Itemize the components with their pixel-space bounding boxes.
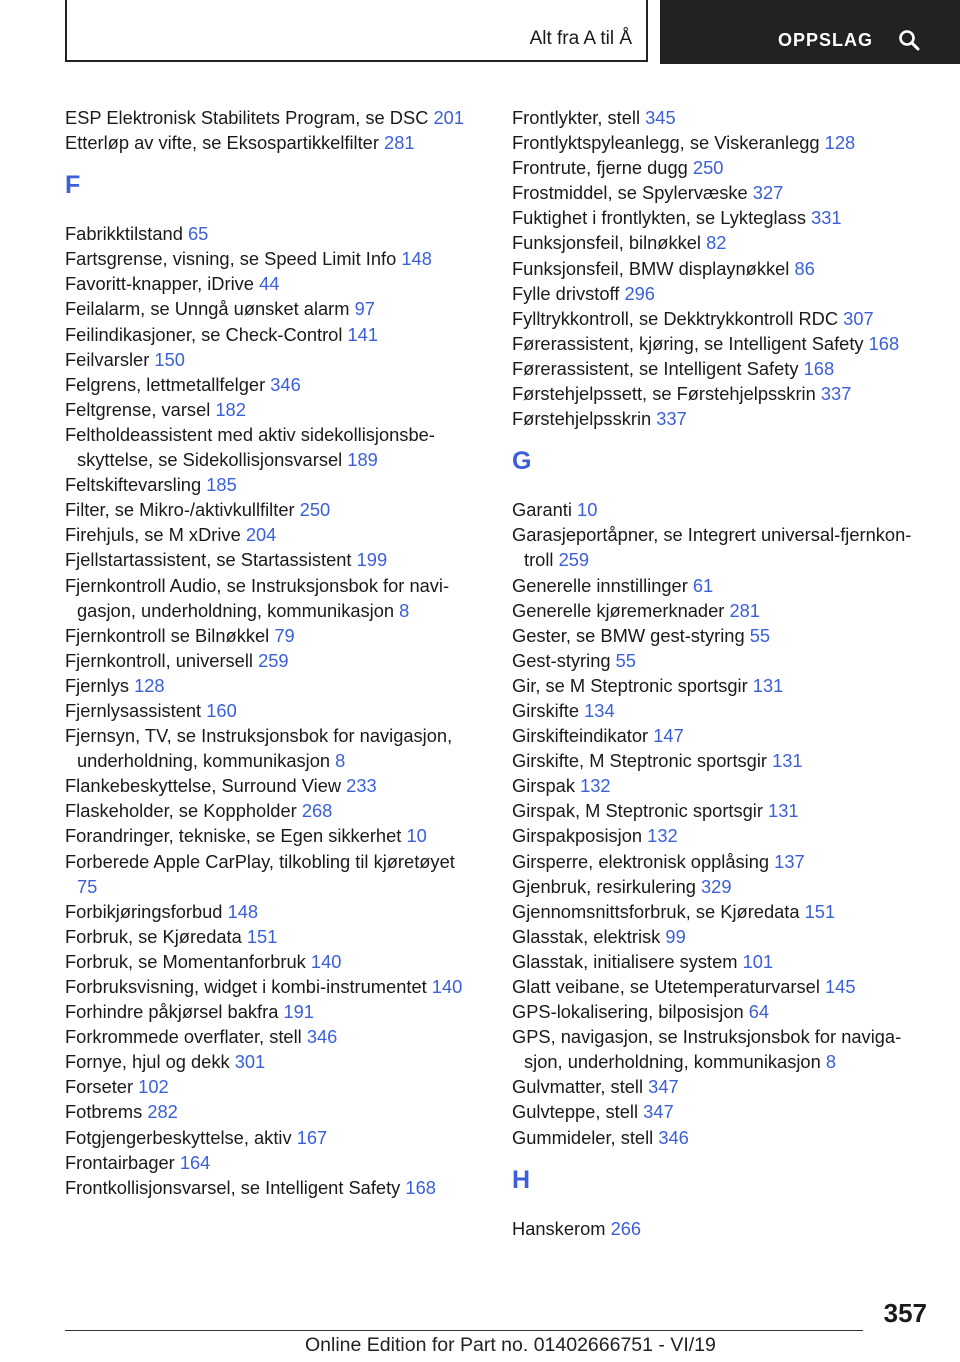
page-reference-link[interactable]: 61 xyxy=(692,574,714,596)
page-reference-link[interactable]: 55 xyxy=(615,649,636,671)
page-reference-link[interactable]: 8 xyxy=(335,750,346,772)
index-entry xyxy=(65,221,470,246)
index-entry-text: ESP Elektronisk Stabilitets Program, se DSC xyxy=(65,107,429,128)
index-entry-text: Feilalarm, se Unngå uønsket alarm xyxy=(65,298,350,320)
index-entry-text: Fuktighet i frontlykten, se Lykteglass xyxy=(512,207,806,229)
index-entry xyxy=(512,773,932,798)
index-entry xyxy=(65,1024,470,1049)
index-entry xyxy=(512,406,932,431)
index-entry xyxy=(512,230,932,255)
index-entry-text: Feltgrense, varsel xyxy=(65,398,211,420)
index-entry xyxy=(512,1125,932,1150)
index-entry xyxy=(65,849,470,899)
header-section-box xyxy=(65,0,648,62)
index-entry-text: Girskifte xyxy=(512,699,580,721)
index-entry xyxy=(65,422,470,472)
page-reference-link[interactable]: 331 xyxy=(811,207,842,229)
page-reference-link[interactable]: 10 xyxy=(577,499,598,521)
index-entry xyxy=(65,1125,470,1150)
index-entry xyxy=(512,648,932,673)
page-reference-link[interactable]: 132 xyxy=(647,825,678,847)
index-entry xyxy=(65,397,470,422)
page-reference-link[interactable]: 281 xyxy=(384,132,415,154)
index-entry xyxy=(512,849,932,874)
page-reference-link[interactable]: 131 xyxy=(772,750,803,772)
page-reference-link[interactable]: 151 xyxy=(804,900,836,922)
index-entry-text: Frontrute, fjerne dugg xyxy=(512,157,688,179)
index-entry-text: Frontlyktspyleanlegg, se Viskeranlegg xyxy=(512,132,820,154)
page-reference-link[interactable]: 281 xyxy=(729,599,760,621)
index-entry-text: Fjellstartassistent, se Startassistent xyxy=(65,549,352,571)
index-entry-text: Fjernkontroll, universell xyxy=(65,649,253,671)
index-entry-text: Felgrens, lettmetallfelger xyxy=(65,373,266,395)
page-reference-link[interactable]: 99 xyxy=(665,925,686,947)
index-entry-text: Frostmiddel, se Spylervæske xyxy=(512,182,748,204)
index-entry-text: Hanskerom xyxy=(512,1217,606,1239)
page-reference-link[interactable]: 307 xyxy=(843,307,874,329)
index-entry-text: Girspakposisjon xyxy=(512,825,643,847)
index-entry-text: Feilvarsler xyxy=(65,348,150,370)
index-entry xyxy=(512,748,932,773)
index-entry xyxy=(512,573,932,598)
index-entry xyxy=(65,999,470,1024)
page-reference-link[interactable]: 140 xyxy=(310,950,342,972)
index-entry xyxy=(65,246,470,271)
index-entry-text: Frontkollisjonsvarsel, se Intelligent Safety xyxy=(65,1176,401,1198)
index-entry xyxy=(65,472,470,497)
page-reference-link[interactable]: 268 xyxy=(301,800,333,822)
index-entry-text: Flankebeskyttelse, Surround View xyxy=(65,775,342,797)
index-entry-text: GPS, navigasjon, se Instruksjonsbok for navigasjon, underholdning, kommunikasjon xyxy=(512,1026,902,1073)
index-entry-text: Generelle kjøremerknader xyxy=(512,599,725,621)
index-entry-text: Frontlykter, stell xyxy=(512,107,641,128)
page-reference-link[interactable]: 151 xyxy=(246,925,278,947)
index-entry-text: Feilindikasjoner, se Check-Control xyxy=(65,323,343,345)
index-entry-text: Forbikjøringsforbud xyxy=(65,900,223,922)
index-column-left xyxy=(65,105,470,1200)
index-entry xyxy=(65,773,470,798)
page-reference-link[interactable]: 148 xyxy=(401,248,432,270)
index-entry xyxy=(65,698,470,723)
index-entry-text: Glatt veibane, se Utetemperaturvarsel xyxy=(512,976,820,997)
index-entry-text: Forberede Apple CarPlay, tilkobling til kjøretøyet xyxy=(65,850,455,872)
index-entry-text: Funksjonsfeil, bilnøkkel xyxy=(512,232,701,254)
section-title: Alt fra A til Å xyxy=(529,28,632,49)
index-entry-text: Gester, se BMW gest-styring xyxy=(512,624,745,646)
index-entry xyxy=(512,522,932,572)
index-column-right xyxy=(512,105,932,1241)
index-letter-heading: H xyxy=(512,1165,531,1194)
index-entry xyxy=(65,1150,470,1175)
page-reference-link[interactable]: 8 xyxy=(825,1051,837,1073)
index-entry-text: Førstehjelpssett, se Førstehjelpsskrin xyxy=(512,383,816,405)
index-entry xyxy=(512,723,932,748)
page-reference-link[interactable]: 75 xyxy=(77,875,98,897)
index-entry-text: Frontairbager xyxy=(65,1151,175,1173)
index-entry xyxy=(512,698,932,723)
page-reference-link[interactable]: 347 xyxy=(648,1076,679,1098)
page-reference-link[interactable]: 337 xyxy=(656,408,687,430)
page-reference-link[interactable]: 86 xyxy=(794,257,815,279)
index-entry-text: Fylltrykkontroll, se Dekktrykkontroll RDC xyxy=(512,307,839,329)
index-entry xyxy=(512,105,932,130)
page-reference-link[interactable]: 250 xyxy=(692,157,724,179)
index-entry-text: Forbruk, se Momentanforbruk xyxy=(65,950,306,972)
index-entry xyxy=(512,356,932,381)
index-entry-text: Garasjeportåpner, se Integrert universal-fjernkontroll xyxy=(512,524,912,571)
index-entry xyxy=(65,522,470,547)
index-entry xyxy=(512,256,932,281)
index-entry-text: Førerassistent, se Intelligent Safety xyxy=(512,357,799,379)
index-entry xyxy=(512,823,932,848)
index-entry xyxy=(65,296,470,321)
index-entry xyxy=(512,1216,932,1241)
page-reference-link[interactable]: 182 xyxy=(215,398,246,420)
page-reference-link[interactable]: 168 xyxy=(803,357,835,379)
page-number: 357 xyxy=(883,1298,927,1328)
index-entry xyxy=(65,547,470,572)
index-entry xyxy=(65,648,470,673)
index-entry xyxy=(65,1099,470,1124)
page-reference-link[interactable]: 204 xyxy=(245,524,277,546)
page-reference-link[interactable]: 147 xyxy=(653,725,684,747)
page-reference-link[interactable]: 97 xyxy=(354,298,375,320)
index-entry-text: Fabrikktilstand xyxy=(65,223,183,245)
page-reference-link[interactable]: 10 xyxy=(406,825,427,847)
index-entry-text: Førstehjelpsskrin xyxy=(512,408,652,430)
index-entry xyxy=(512,497,932,522)
page-reference-link[interactable]: 347 xyxy=(643,1101,674,1123)
page-reference-link[interactable]: 65 xyxy=(187,223,209,245)
page-reference-link[interactable]: 64 xyxy=(748,1001,770,1023)
index-entry xyxy=(512,331,932,356)
page-reference-link[interactable]: 164 xyxy=(179,1151,211,1173)
index-entry-text: Garanti xyxy=(512,499,572,521)
page-reference-link[interactable]: 168 xyxy=(868,332,900,354)
index-letter-heading: F xyxy=(65,171,81,200)
footer-edition-text: Online Edition for Part no. 01402666751 - VI/19 xyxy=(305,1334,716,1356)
index-entry xyxy=(65,899,470,924)
index-entry-text: Fjernlys xyxy=(65,674,129,696)
index-entry-text: Gjennomsnittsforbruk, se Kjøredata xyxy=(512,900,800,922)
index-entry-text: Fjernkontroll Audio, se Instruksjonsbok for navigasjon, underholdning, kommunikasjon xyxy=(65,574,450,621)
page-reference-link[interactable]: 327 xyxy=(752,182,784,204)
page-reference-link[interactable]: 131 xyxy=(752,674,784,696)
index-entry xyxy=(65,823,470,848)
page-reference-link[interactable]: 346 xyxy=(306,1026,338,1048)
index-entry xyxy=(512,281,932,306)
page-reference-link[interactable]: 150 xyxy=(154,348,185,370)
page-reference-link[interactable]: 189 xyxy=(347,449,378,471)
page-reference-link[interactable]: 132 xyxy=(580,775,611,797)
oppslag-tab[interactable] xyxy=(660,0,960,64)
index-entry-text: Flaskeholder, se Koppholder xyxy=(65,800,297,822)
index-entry xyxy=(512,130,932,155)
index-entry-text: Funksjonsfeil, BMW displaynøkkel xyxy=(512,257,790,279)
page-reference-link[interactable]: 266 xyxy=(610,1217,642,1239)
index-entry xyxy=(65,322,470,347)
page-reference-link[interactable]: 250 xyxy=(299,499,331,521)
index-entry xyxy=(65,1074,470,1099)
index-entry xyxy=(65,347,470,372)
index-entry-text: Gummideler, stell xyxy=(512,1126,654,1148)
page-reference-link[interactable]: 346 xyxy=(270,373,301,395)
page-reference-link[interactable]: 259 xyxy=(258,649,289,671)
page-reference-link[interactable]: 44 xyxy=(259,273,280,295)
page-reference-link[interactable]: 131 xyxy=(768,800,799,822)
index-entry-text: Forseter xyxy=(65,1076,134,1098)
index-entry xyxy=(65,723,470,773)
index-entry-text: GPS-lokalisering, bilposisjon xyxy=(512,1001,744,1023)
index-entry xyxy=(512,598,932,623)
index-entry xyxy=(512,673,932,698)
page-reference-link[interactable]: 101 xyxy=(742,950,774,972)
index-entry xyxy=(512,205,932,230)
index-entry xyxy=(512,974,932,999)
index-entry-text: Forandringer, tekniske, se Egen sikkerhet xyxy=(65,825,402,847)
index-entry xyxy=(65,949,470,974)
index-entry-text: Forkrommede overflater, stell xyxy=(65,1026,302,1048)
index-entry-text: Fjernsyn, TV, se Instruksjonsbok for navigasjon, underholdning, kommunikasjon xyxy=(65,725,453,772)
page-reference-link[interactable]: 79 xyxy=(274,624,295,646)
index-letter-heading: G xyxy=(512,447,532,476)
page-reference-link[interactable]: 345 xyxy=(645,107,676,128)
index-entry xyxy=(512,306,932,331)
index-entry-text: Fartsgrense, visning, se Speed Limit Info xyxy=(65,248,397,270)
index-entry-text: Glasstak, elektrisk xyxy=(512,925,661,947)
index-entry xyxy=(65,372,470,397)
index-entry xyxy=(512,381,932,406)
index-entry-text: Gir, se M Steptronic sportsgir xyxy=(512,674,748,696)
index-entry xyxy=(512,999,932,1024)
index-entry xyxy=(65,573,470,623)
footer-divider xyxy=(65,1330,863,1331)
page-reference-link[interactable]: 346 xyxy=(658,1126,689,1148)
search-icon xyxy=(898,29,920,51)
index-entry-text: Fylle drivstoff xyxy=(512,282,620,304)
index-entry-text: Gulvmatter, stell xyxy=(512,1076,644,1098)
index-entry xyxy=(512,1074,932,1099)
index-entry xyxy=(65,1049,470,1074)
index-entry-text: Gjenbruk, resirkulering xyxy=(512,875,696,897)
index-entry-text: Favoritt-knapper, iDrive xyxy=(65,273,254,295)
index-entry xyxy=(512,155,932,180)
index-entry xyxy=(65,271,470,296)
page-reference-link[interactable]: 329 xyxy=(701,875,732,897)
page-reference-link[interactable]: 128 xyxy=(134,674,165,696)
index-entry-text: Fjernkontroll se Bilnøkkel xyxy=(65,624,270,646)
index-entry xyxy=(65,924,470,949)
index-entry-text: Gest-styring xyxy=(512,649,611,671)
page-reference-link[interactable]: 128 xyxy=(824,132,856,154)
index-entry-text: Etterløp av vifte, se Eksospartikkelfilter xyxy=(65,132,379,154)
index-entry-text: Generelle innstillinger xyxy=(512,574,688,596)
page-reference-link[interactable]: 141 xyxy=(347,323,378,345)
index-entry xyxy=(65,673,470,698)
page-reference-link[interactable]: 82 xyxy=(706,232,727,254)
index-entry xyxy=(65,974,470,999)
page-reference-link[interactable]: 191 xyxy=(283,1001,314,1023)
page-reference-link[interactable]: 233 xyxy=(346,775,377,797)
index-entry-text: Forbruksvisning, widget i kombi-instrumentet xyxy=(65,976,427,997)
index-entry-text: Førerassistent, kjøring, se Intelligent Safety xyxy=(512,332,864,354)
index-entry-text: Gulvteppe, stell xyxy=(512,1101,639,1123)
index-entry-text: Girspak xyxy=(512,775,575,797)
index-entry-text: Forhindre påkjørsel bakfra xyxy=(65,1001,279,1023)
index-entry xyxy=(512,798,932,823)
page-reference-link[interactable]: 199 xyxy=(356,549,388,571)
index-entry xyxy=(65,497,470,522)
page-reference-link[interactable]: 168 xyxy=(405,1176,436,1198)
page-reference-link[interactable]: 145 xyxy=(824,976,856,997)
index-entry-text: Glasstak, initialisere system xyxy=(512,950,738,972)
page-reference-link[interactable]: 337 xyxy=(820,383,852,405)
page-reference-link[interactable]: 201 xyxy=(433,107,465,128)
index-entry-text: Girskifte, M Steptronic sportsgir xyxy=(512,750,767,772)
index-entry xyxy=(65,798,470,823)
oppslag-tab-label: OPPSLAG xyxy=(778,30,874,50)
page-reference-link[interactable]: 185 xyxy=(206,474,237,496)
index-entry-text: Fjernlysassistent xyxy=(65,699,202,721)
index-entry xyxy=(512,1099,932,1124)
page-reference-link[interactable]: 167 xyxy=(296,1126,328,1148)
page-reference-link[interactable]: 134 xyxy=(584,699,615,721)
index-entry-text: Feltskiftevarsling xyxy=(65,474,202,496)
index-entry-text: Firehjuls, se M xDrive xyxy=(65,524,241,546)
page-reference-link[interactable]: 301 xyxy=(234,1051,266,1073)
page-reference-link[interactable]: 296 xyxy=(624,282,655,304)
index-entry-text: Forbruk, se Kjøredata xyxy=(65,925,242,947)
index-entry-text: Fornye, hjul og dekk xyxy=(65,1051,230,1073)
index-entry xyxy=(65,105,470,130)
index-entry-text: Girspak, M Steptronic sportsgir xyxy=(512,800,763,822)
index-entry xyxy=(65,1175,470,1200)
index-entry-text: Girskifteindikator xyxy=(512,725,649,747)
index-entry xyxy=(512,623,932,648)
page-reference-link[interactable]: 102 xyxy=(138,1076,169,1098)
index-entry xyxy=(512,949,932,974)
index-entry xyxy=(512,899,932,924)
index-entry xyxy=(512,874,932,899)
index-entry-text: Feltholdeassistent med aktiv sidekollisjonsbeskyttelse, se Sidekollisjonsvarsel xyxy=(65,423,435,471)
page-reference-link[interactable]: 259 xyxy=(558,549,590,571)
index-entry xyxy=(512,180,932,205)
index-entry xyxy=(65,130,470,155)
page-reference-link[interactable]: 160 xyxy=(206,699,237,721)
page-reference-link[interactable]: 140 xyxy=(431,976,463,997)
index-entry xyxy=(512,924,932,949)
page-reference-link[interactable]: 55 xyxy=(749,624,771,646)
index-entry-text: Fotbrems xyxy=(65,1101,143,1123)
index-entry-text: Fotgjengerbeskyttelse, aktiv xyxy=(65,1126,292,1148)
index-entry-text: Filter, se Mikro-/aktivkullfilter xyxy=(65,499,295,521)
page-reference-link[interactable]: 148 xyxy=(227,900,259,922)
page-reference-link[interactable]: 8 xyxy=(399,599,410,621)
index-entry xyxy=(65,623,470,648)
page-reference-link[interactable]: 282 xyxy=(147,1101,178,1123)
page-reference-link[interactable]: 137 xyxy=(774,850,805,872)
index-entry-text: Girsperre, elektronisk opplåsing xyxy=(512,850,770,872)
index-entry xyxy=(512,1024,932,1074)
